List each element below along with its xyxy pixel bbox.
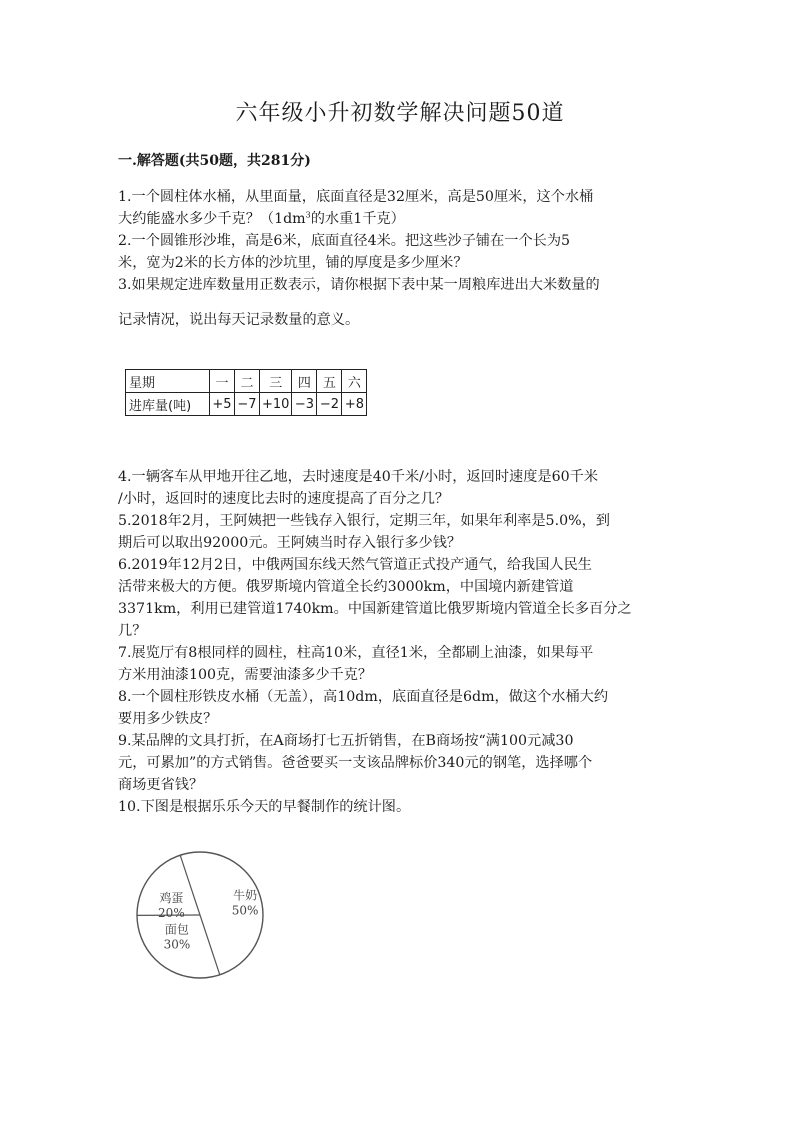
question-5-line-2: 期后可以取出92000元。王阿姨当时存入银行多少钱？ — [118, 535, 462, 551]
question-5-line-1: 5.2018年2月，王阿姨把一些钱存入银行，定期三年，如果年利率是5.0%，到 — [118, 513, 610, 529]
question-6-line-2: 活带来极大的方便。俄罗斯境内管道全长约3000km，中国境内新建管道 — [118, 579, 574, 595]
table-cell: −7 — [235, 393, 260, 416]
question-6-line-1: 6.2019年12月2日，中俄两国东线天然气管道正式投产通气，给我国人民生 — [118, 557, 592, 573]
question-3-line-1: 3.如果规定进库数量用正数表示，请你根据下表中某一周粮库进出大米数量的 — [118, 277, 600, 293]
table-cell: 五 — [317, 370, 342, 393]
pie-slice-label: 牛奶 — [233, 888, 258, 903]
table-cell: −2 — [317, 393, 342, 416]
question-1-line-1: 1.一个圆柱体水桶，从里面量，底面直径是32厘米，高是50厘米，这个水桶 — [118, 189, 594, 205]
table-cell: 一 — [210, 370, 235, 393]
table-row — [126, 393, 367, 416]
table-cell: +8 — [342, 393, 367, 416]
table-header-cell: 进库量(吨) — [126, 393, 210, 416]
question-8-line-2: 要用多少铁皮？ — [118, 711, 218, 727]
question-8-line-1: 8.一个圆柱形铁皮水桶（无盖），高10dm，底面直径是6dm，做这个水桶大约 — [118, 689, 609, 705]
question-7-line-2: 方米用油漆100克，需要油漆多少千克？ — [118, 667, 373, 683]
table-cell: 六 — [342, 370, 367, 393]
table-row — [126, 370, 367, 393]
page-title: 六年级小升初数学解决问题50道 — [235, 101, 565, 126]
pie-slice-label: 面包 — [164, 922, 189, 937]
question-1-line-2-b: 的水重1千克） — [310, 211, 405, 227]
question-7-line-1: 7.展览厅有8根同样的圆柱，柱高10米，直径1米，全都刷上油漆，如果每平 — [118, 645, 594, 661]
questions-1-3 — [118, 186, 678, 296]
question-6-line-4: 几？ — [118, 623, 147, 639]
question-1-superscript: 3 — [305, 210, 311, 220]
question-6-line-3: 3371km，利用已建管道1740km。中国新建管道比俄罗斯境内管道全长多百分之 — [118, 601, 632, 617]
questions-4-10 — [118, 466, 678, 818]
table-cell: +10 — [260, 393, 292, 416]
question-9-line-1: 9.某品牌的文具打折，在A商场打七五折销售，在B商场按“满100元减30 — [118, 733, 574, 749]
section-heading: 一.解答题(共50题，共281分) — [118, 153, 311, 169]
breakfast-pie-chart — [130, 845, 270, 985]
table-cell: +5 — [210, 393, 235, 416]
question-10-line-1: 10.下图是根据乐乐今天的早餐制作的统计图。 — [118, 799, 411, 815]
table-cell: 四 — [292, 370, 317, 393]
question-2-line-2: 米，宽为2米的长方体的沙坑里，铺的厚度是多少厘米？ — [118, 255, 468, 271]
question-9-line-3: 商场更省钱？ — [118, 777, 204, 793]
question-3-line-2: 记录情况，说出每天记录数量的意义。 — [118, 312, 360, 328]
pie-slice-percent: 20% — [158, 905, 185, 920]
question-1-line-2-a: 大约能盛水多少千克？（1dm — [118, 211, 306, 227]
pie-slice-label: 鸡蛋 — [159, 890, 184, 905]
table-header-cell: 星期 — [126, 370, 210, 393]
pie-slice-percent: 50% — [231, 903, 259, 918]
question-2-line-1: 2.一个圆锥形沙堆，高是6米，底面直径4米。把这些沙子铺在一个长为5 — [118, 233, 571, 249]
question-1-line-2 — [118, 208, 678, 230]
question-9-line-2: 元，可累加”的方式销售。爸爸要买一支该品牌标价340元的钢笔，选择哪个 — [118, 755, 593, 771]
grain-record-table — [125, 369, 367, 416]
pie-slice-percent: 30% — [163, 937, 191, 952]
table-cell: 三 — [260, 370, 292, 393]
question-4-line-2: /小时，返回时的速度比去时的速度提高了百分之几？ — [118, 491, 450, 507]
question-4-line-1: 4.一辆客车从甲地开往乙地，去时速度是40千米/小时，返回时速度是60千米 — [118, 469, 599, 485]
table-cell: −3 — [292, 393, 317, 416]
table-cell: 二 — [235, 370, 260, 393]
